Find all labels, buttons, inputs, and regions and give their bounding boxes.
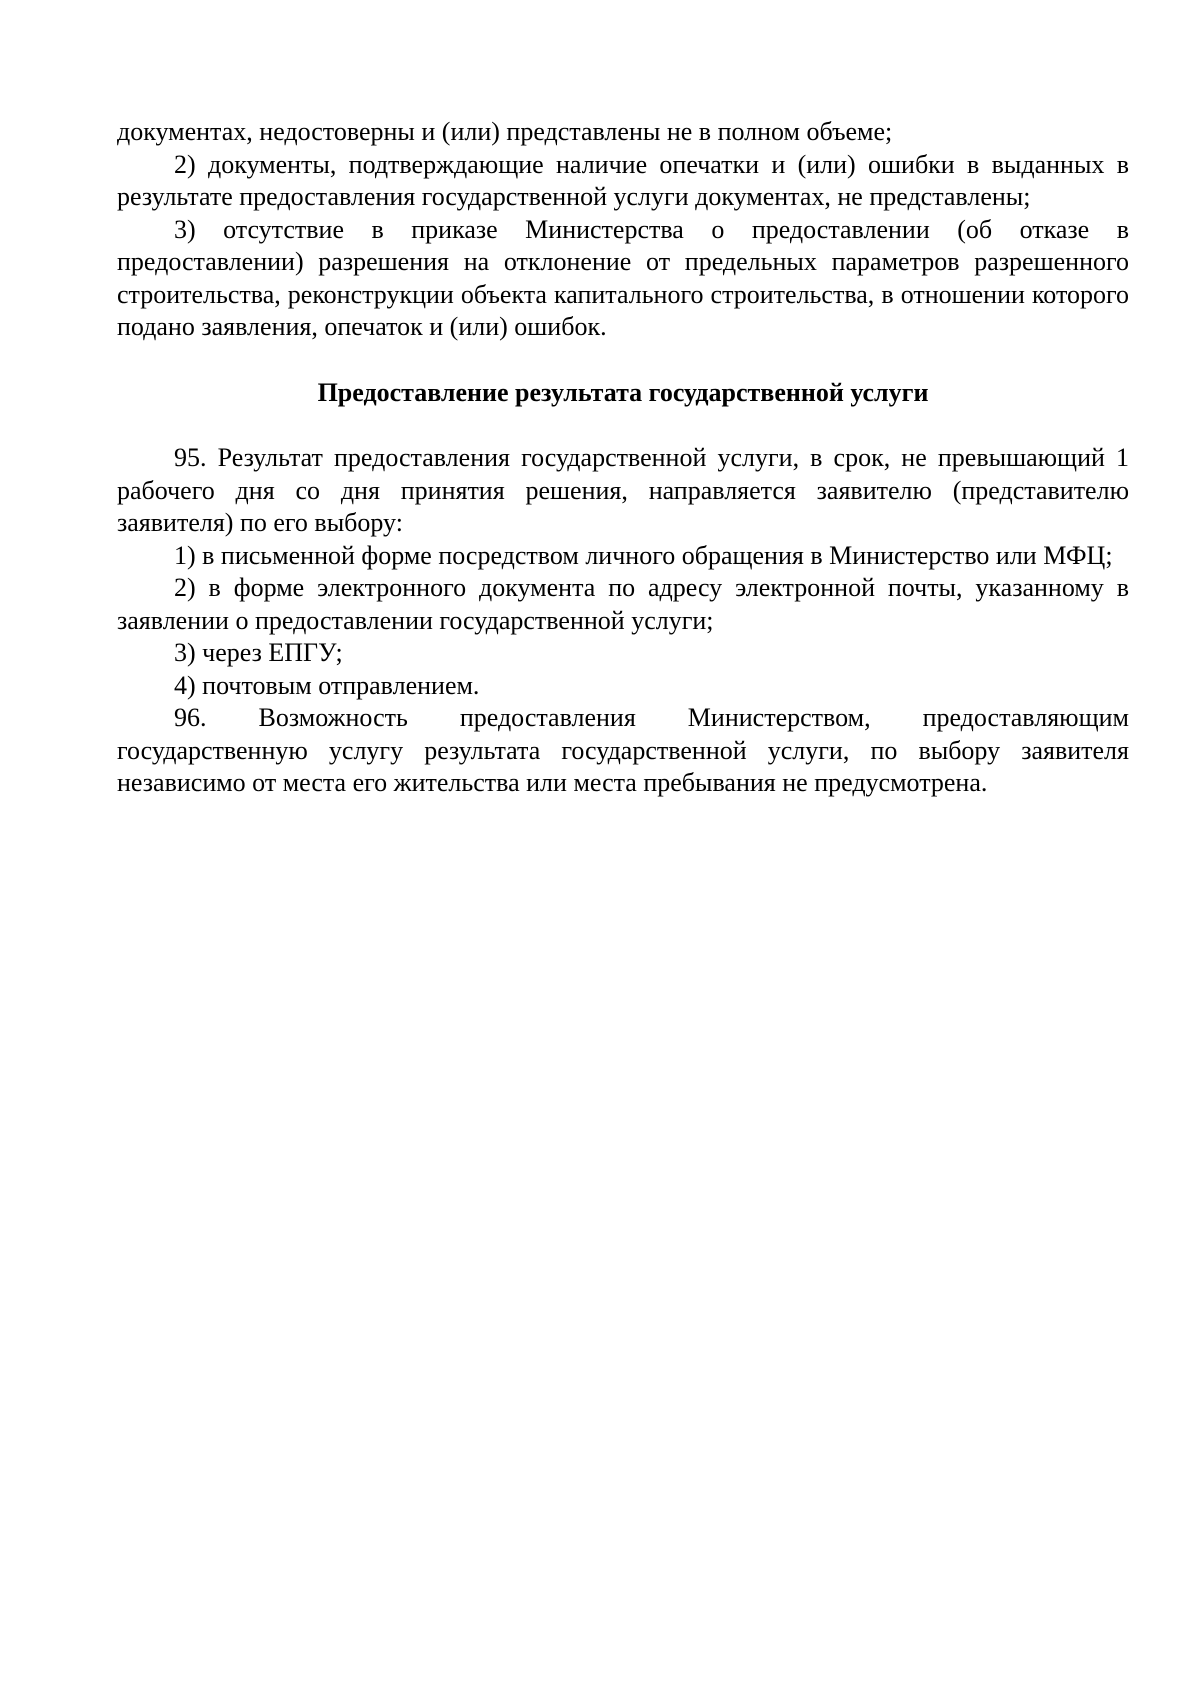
- paragraph-continuation: документах, недостоверны и (или) представлены не в полном объеме;: [117, 117, 893, 146]
- paragraph-item-2: 2) документы, подтверждающие наличие опечатки и (или) ошибки в выданных в результате предоставления государственной услуги документах, не представлены;: [117, 149, 1129, 211]
- paragraph-95-item-3: 3) через ЕПГУ;: [174, 638, 343, 667]
- paragraph-95-item-2: 2) в форме электронного документа по адресу электронной почты, указанному в заявлении о предоставлении государственной услуги;: [117, 573, 1129, 635]
- paragraph-item-3: 3) отсутствие в приказе Министерства о предоставлении (об отказе в предоставлении) разрешения на отклонение от предельных параметров разрешенного строительства, реконструкции объекта капитального строительства, в отношении которого подано заявления, опечаток и (или) ошибок.: [117, 214, 1129, 341]
- paragraph-95-item-1: 1) в письменной форме посредством личного обращения в Министерство или МФЦ;: [174, 540, 1113, 570]
- paragraph-95: 95. Результат предоставления государственной услуги, в срок, не превышающий 1 рабочего дня со дня принятия решения, направляется заявителю (представителю заявителя) по его выбору:: [117, 443, 1129, 537]
- paragraph-95-item-4: 4) почтовым отправлением.: [174, 670, 480, 700]
- document-body: [117, 116, 1129, 800]
- paragraph-96: 96. Возможность предоставления Министерством, предоставляющим государственную услугу результата государственной услуги, по выбору заявителя независимо от места его жительства или места пребывания не предусмотрена.: [117, 703, 1129, 797]
- section-heading: Предоставление результата государственной услуги: [317, 377, 929, 407]
